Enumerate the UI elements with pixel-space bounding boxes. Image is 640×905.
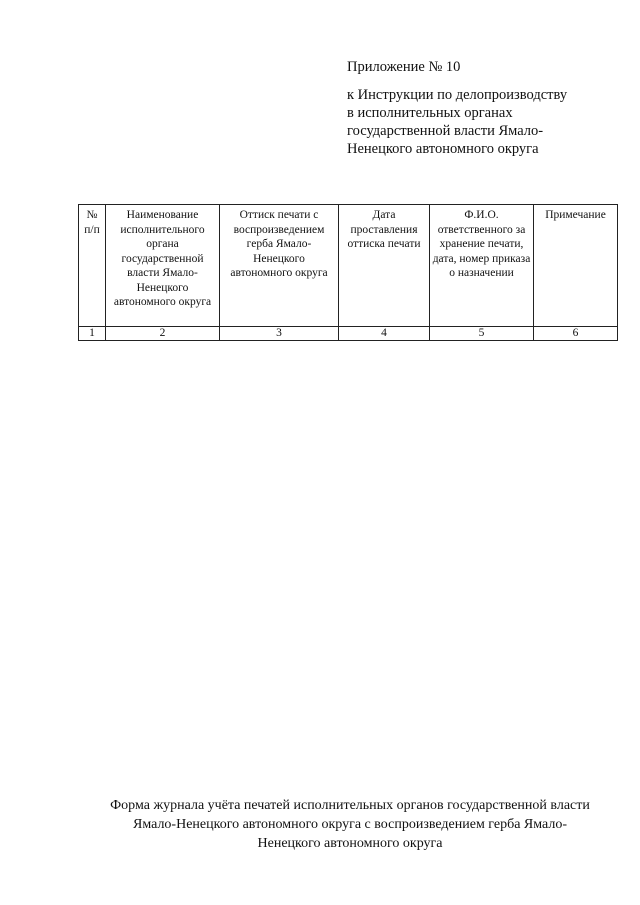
seal-journal-table	[78, 204, 618, 341]
form-caption	[70, 796, 630, 853]
caption-line: Ненецкого автономного округа	[257, 836, 443, 851]
header-cell-organ-name: Наименование исполнительного органа государственной власти Ямало-Ненецкого автономного округа	[106, 205, 220, 327]
table-header-row	[79, 205, 618, 327]
column-number-cell: 2	[106, 327, 220, 341]
header-cell-seal-impression: Оттиск печати с воспроизведением герба Ямало-Ненецкого автономного округа	[220, 205, 339, 327]
appendix-line: государственной власти Ямало-	[347, 123, 544, 139]
header-cell-responsible: Ф.И.О. ответственного за хранение печати, дата, номер приказа о назначении	[430, 205, 534, 327]
appendix-line: в исполнительных органах	[347, 105, 513, 121]
header-cell-note: Примечание	[534, 205, 618, 327]
header-cell-date: Дата проставления оттиска печати	[339, 205, 430, 327]
column-number-cell: 1	[79, 327, 106, 341]
column-number-cell: 6	[534, 327, 618, 341]
appendix-title: Приложение № 10	[347, 59, 461, 75]
column-number-cell: 4	[339, 327, 430, 341]
caption-line: Ямало-Ненецкого автономного округа с воспроизведением герба Ямало-	[133, 817, 567, 832]
appendix-line: Ненецкого автономного округа	[347, 141, 539, 157]
appendix-header	[347, 58, 617, 158]
column-number-cell: 3	[220, 327, 339, 341]
appendix-line: к Инструкции по делопроизводству	[347, 87, 568, 103]
column-number-cell: 5	[430, 327, 534, 341]
table-number-row	[79, 327, 618, 341]
header-cell-number: № п/п	[79, 205, 106, 327]
caption-line: Форма журнала учёта печатей исполнительных органов государственной власти	[110, 798, 590, 813]
